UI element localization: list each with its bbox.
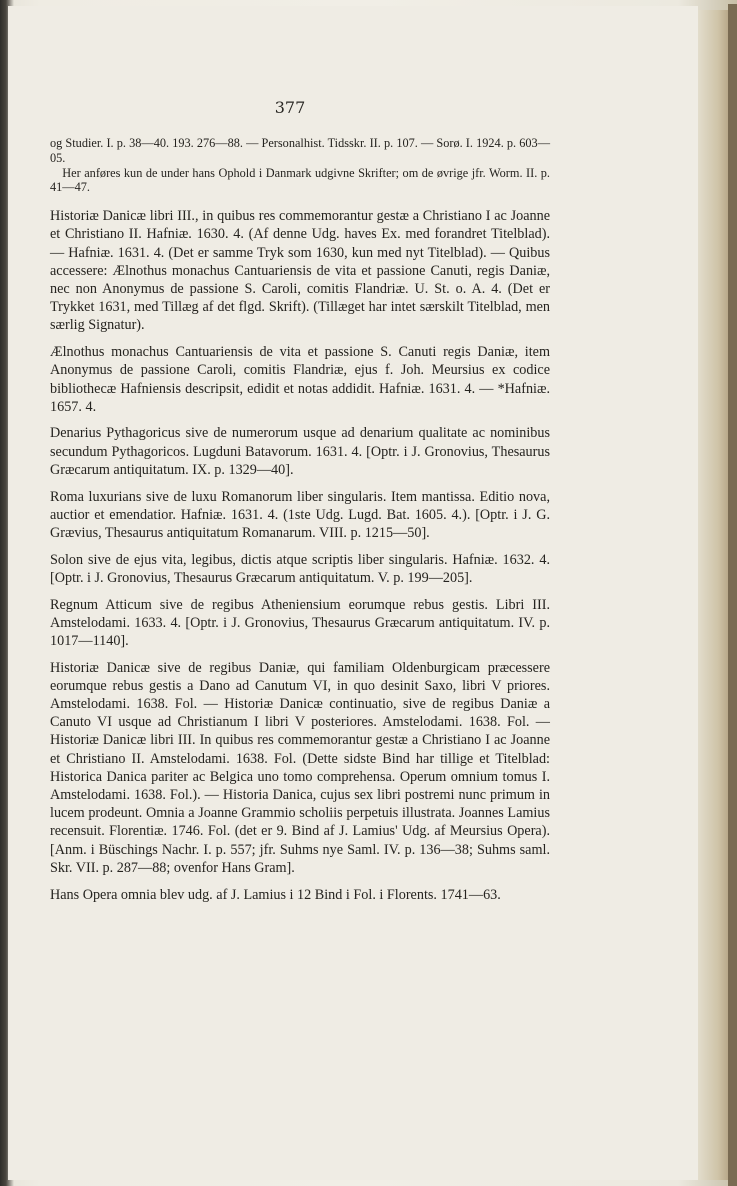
bibliography-entry: Historiæ Danicæ libri III., in quibus res commemorantur gestæ a Christiano I ac Joanne et Christiano II. Hafniæ. 1630. 4. (Af denne Udg. haves Ex. med forandret Titelblad). — Hafniæ. 1631. 4. (Det er samme Tryk som 1630, kun med nyt Titelblad). — Quibus accessere: Ælnothus monachus Cantuariensis de vita et passione Canuti, regis Daniæ, nec non Anonymus de passione S. Caroli, comitis Flandriæ. U. St. o. A. 4. (Det er Trykket 1631, med Tillæg af det flgd. Skrift). (Tillæget har intet særskilt Titelblad, men særlig Signatur). <box>50 208 550 334</box>
page-edge-stack <box>698 10 728 1180</box>
page-body <box>50 136 550 904</box>
bibliography-closing-note: Hans Opera omnia blev udg. af J. Lamius i 12 Bind i Fol. i Florents. 1741—63. <box>50 886 501 903</box>
bibliography-entry: Historiæ Danicæ sive de regibus Daniæ, qui familiam Oldenburgicam præcessere eorumque rebus gestis a Dano ad Canutum VI, in quo desinit Saxo, libri V priores. Amstelodami. 1638. Fol. — Historiæ Danicæ continuatio, sive de regibus Daniæ a Canuto VI usque ad Christianum I libri V posteriores. Amstelodami. 1638. Fol. — Historiæ Danicæ libri III. In quibus res commemorantur gestæ a Christiano I ac Joanne et Christiano II. Amstelodami. 1638. Fol. (Dette sidste Bind har tillige et Titelblad: Historica Danica pariter ac Belgica uno tomo comprehensa. Operum omnium tomus I. Amstelodami. 1638. Fol.). — Historia Danica, cujus sex libri postremi nunc primum in lucem prodeunt. Omnia a Joanne Grammio scholiis perpetuis illustrata. Joannes Lamius recensuit. Florentiæ. 1746. Fol. (det er 9. Bind af J. Lamius' Udg. af Meursius Opera). [Anm. i Büschings Nachr. I. p. 557; jfr. Suhms nye Saml. IV. p. 136—38; Suhms saml. Skr. VII. p. 287—88; ovenfor Hans Gram]. <box>50 659 550 876</box>
bibliography-entry: Roma luxurians sive de luxu Romanorum liber singularis. Item mantissa. Editio nova, auctior et emendatior. Hafniæ. 1631. 4. (1ste Udg. Lugd. Bat. 1605. 4.). [Optr. i J. G. Grævius, Thesaurus antiquitatum Romanarum. VIII. p. 1215—50]. <box>50 488 550 541</box>
footnote-references: og Studier. I. p. 38—40. 193. 276—88. — Personalhist. Tidsskr. II. p. 107. — Sorø. I. 1924. p. 603—05. <box>50 136 550 165</box>
footnote-remark: Her anføres kun de under hans Ophold i Danmark udgivne Skrifter; om de øvrige jfr. Worm. II. p. 41—47. <box>50 165 550 195</box>
footnote-block <box>50 136 550 195</box>
bibliography-entry: Regnum Atticum sive de regibus Atheniensium eorumque rebus gestis. Libri III. Amstelodami. 1633. 4. [Optr. i J. Gronovius, Thesaurus Græcarum antiquitatum. IV. p. 1017—1140]. <box>50 596 550 649</box>
bibliography-entry: Ælnothus monachus Cantuariensis de vita et passione S. Canuti regis Daniæ, item Anonymus de passione Caroli, comitis Flandriæ, ejus f. Joh. Meursius ex codice bibliothecæ Hafniensis descripsit, edidit et notas addidit. Hafniæ. 1631. 4. — *Hafniæ. 1657. 4. <box>50 344 550 415</box>
page-number: 377 <box>274 98 306 117</box>
bibliography-entry: Solon sive de ejus vita, legibus, dictis atque scriptis liber singularis. Hafniæ. 1632. 4. [Optr. i J. Gronovius, Thesaurus Græcarum antiquitatum. V. p. 199—205]. <box>50 551 550 586</box>
book-cover-edge <box>728 4 737 1186</box>
bibliography-entry: Denarius Pythagoricus sive de numerorum usque ad denarium qualitate ac nominibus secundum Pythagoricos. Lugduni Batavorum. 1631. 4. [Optr. i J. Gronovius, Thesaurus Græcarum antiquitatum. IX. p. 1329—40]. <box>50 425 550 478</box>
